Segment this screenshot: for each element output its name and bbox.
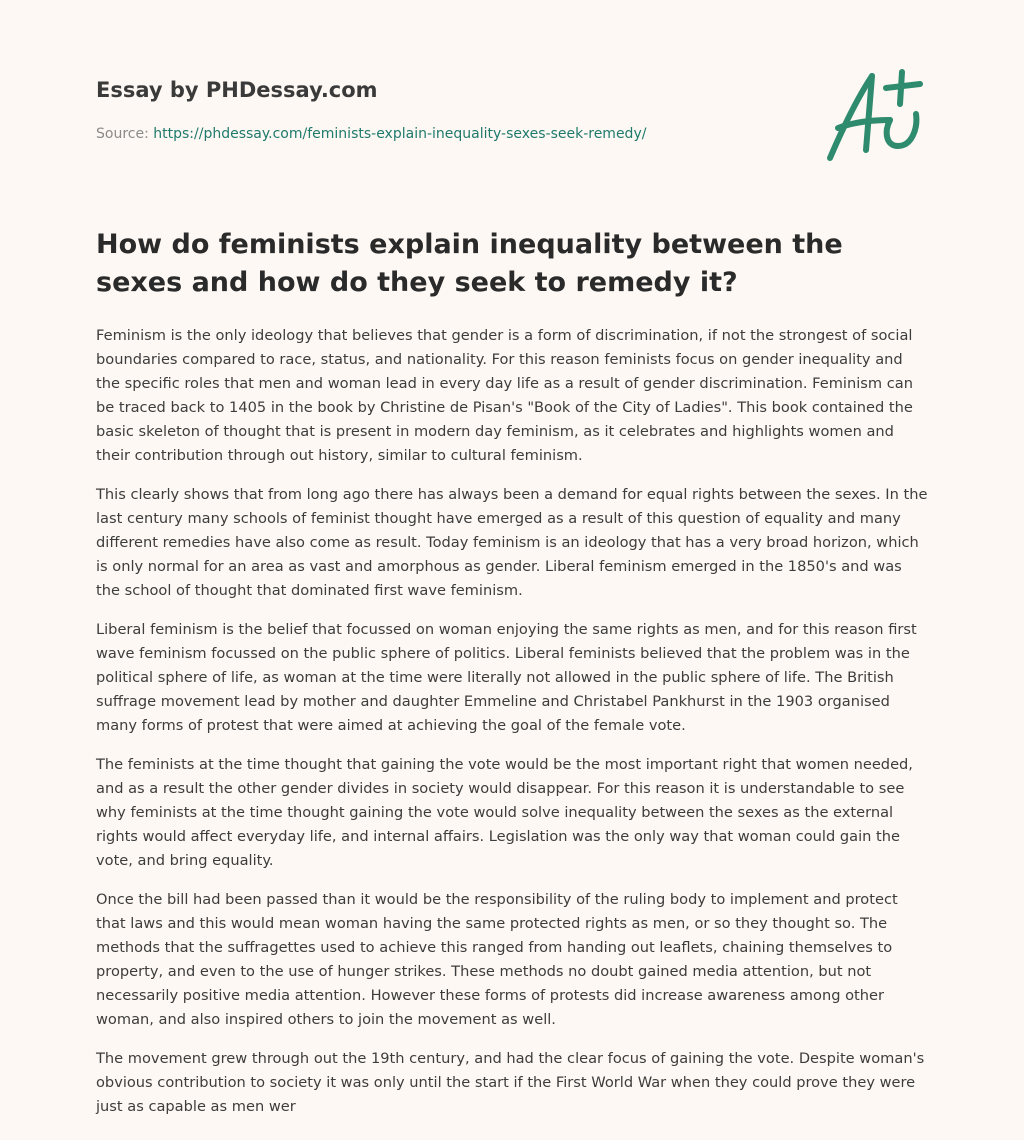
essay-paragraph: This clearly shows that from long ago there has always been a demand for equal rights between the sexes. In the last century many schools of feminist thought have emerged as a result of this question of equality and many different remedies have also come as result. Today feminism is an ideology that has a very broad horizon, which is only normal for an area as vast and amorphous as gender. Liberal feminism emerged in the 1850's and was the school of thought that dominated first wave feminism. bbox=[96, 486, 928, 599]
essay-title: How do feminists explain inequality between the sexes and how do they seek to remedy it? bbox=[96, 229, 843, 298]
document-header bbox=[96, 76, 796, 144]
essay-paragraph: The feminists at the time thought that gaining the vote would be the most important right that women needed, and as a result the other gender divides in society would disappear. For this reason it is understandable to see why feminists at the time thought gaining the vote would solve inequality between the sexes as the external rights would affect everyday life, and internal affairs. Legislation was the only way that woman could gain the vote, and bring equality. bbox=[96, 756, 913, 869]
essay-body bbox=[96, 324, 928, 1134]
essay-paragraph: Liberal feminism is the belief that focussed on woman enjoying the same rights as men, and for this reason first wave feminism focussed on the public sphere of politics. Liberal feminists believed that the problem was in the political sphere of life, as woman at the time were literally not allowed in the public sphere of life. The British suffrage movement lead by mother and daughter Emmeline and Christabel Pankhurst in the 1903 organised many forms of protest that were aimed at achieving the goal of the female vote. bbox=[96, 621, 917, 734]
essay-paragraph: Once the bill had been passed than it would be the responsibility of the ruling body to implement and protect that laws and this would mean woman having the same protected rights as men, or so they thought so. The methods that the suffragettes used to achieve this ranged from handing out leaflets, chaining themselves to property, and even to the use of hunger strikes. These methods no doubt gained media attention, but not necessarily positive media attention. However these forms of protests did increase awareness among other woman, and also inspired others to join the movement as well. bbox=[96, 891, 898, 1028]
brand-title: Essay by PHDessay.com bbox=[96, 78, 378, 102]
source-line bbox=[96, 124, 796, 144]
source-link[interactable]: https://phdessay.com/feminists-explain-inequality-sexes-seek-remedy/ bbox=[153, 126, 647, 142]
essay-paragraph: Feminism is the only ideology that believes that gender is a form of discrimination, if not the strongest of social boundaries compared to race, status, and nationality. For this reason feminists focus on gender inequality and the specific roles that men and woman lead in every day life as a result of gender discrimination. Feminism can be traced back to 1405 in the book by Christine de Pisan's "Book of the City of Ladies". This book contained the basic skeleton of thought that is present in modern day feminism, as it celebrates and highlights women and their contribution through out history, similar to cultural feminism. bbox=[96, 327, 913, 464]
essay-paragraph: The movement grew through out the 19th century, and had the clear focus of gaining the vote. Despite woman's obvious contribution to society it was only until the start if the First World War when they could prove they were just as capable as men wer bbox=[96, 1050, 925, 1115]
source-label: Source: bbox=[96, 126, 149, 142]
a-plus-logo-icon bbox=[820, 66, 930, 166]
